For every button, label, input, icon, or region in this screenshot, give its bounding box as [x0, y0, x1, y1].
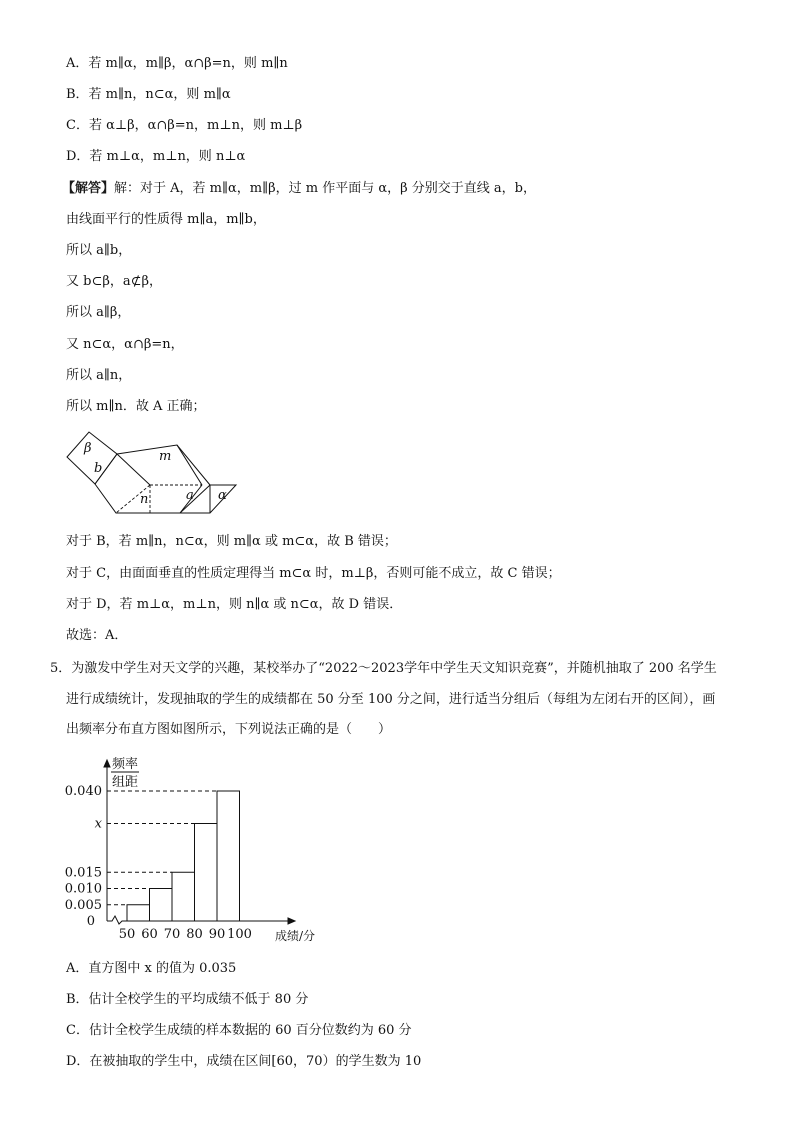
histogram-bar	[195, 824, 218, 922]
label-a: a	[186, 488, 194, 503]
q5-option-b: B．估计全校学生的平均成绩不低于 80 分	[66, 992, 309, 1007]
histogram-bar	[172, 872, 195, 921]
q4-option-b: B．若 m∥n，n⊂α，则 m∥α	[66, 87, 231, 102]
solution-after: 对于 B，若 m∥n，n⊂α，则 m∥α 或 m⊂α，故 B 错误；	[66, 534, 397, 549]
x-tick-label: 80	[186, 927, 203, 942]
x-tick-label: 50	[118, 927, 136, 942]
q4-option-a: A．若 m∥α，m∥β，α∩β=n，则 m∥n	[66, 56, 288, 71]
q5-option-d: D．在被抽取的学生中，成绩在区间[60，70）的学生数为 10	[66, 1054, 422, 1069]
histogram-bar	[127, 905, 150, 921]
y-tick-label: 0.040	[64, 784, 102, 799]
label-b: b	[94, 461, 103, 476]
x-tick-label: 70	[163, 927, 181, 942]
y-tick-label: 0.005	[64, 897, 102, 913]
frequency-histogram	[64, 752, 330, 948]
solution-first-line	[62, 180, 536, 198]
origin-label: 0	[86, 914, 95, 929]
y-tick-label: 0.010	[64, 881, 102, 897]
solution-step: 所以 a∥n，	[66, 368, 132, 383]
solution-step: 所以 a∥β，	[66, 305, 131, 320]
y-axis-arrow	[104, 760, 110, 767]
q5-stem-line: 进行成绩统计，发现抽取的学生的成绩都在 50 分至 100 分之间，进行适当分组后（每组为左闭右开的区间），画	[66, 692, 716, 707]
histogram-bar	[150, 889, 173, 922]
y-tick-label: x	[94, 816, 102, 832]
solution-after: 故选：A．	[66, 628, 128, 643]
label-beta: β	[84, 441, 92, 456]
solution-step: 由线面平行的性质得 m∥a，m∥b，	[66, 212, 266, 227]
q5-option-c: C．估计全校学生成绩的样本数据的 60 百分位数约为 60 分	[66, 1023, 412, 1038]
solution-after: 对于 C，由面面垂直的性质定理得当 m⊂α 时，m⊥β，否则可能不成立，故 C 错误；	[66, 566, 561, 581]
q4-option-d: D．若 m⊥α，m⊥n，则 n⊥α	[66, 149, 246, 164]
solution-step: 又 n⊂α，α∩β=n，	[66, 337, 184, 352]
label-alpha: α	[218, 488, 227, 503]
x-tick-label: 60	[141, 927, 158, 942]
solution-first-text: 解：对于 A，若 m∥α，m∥β，过 m 作平面与 α，β 分别交于直线 a，b，	[114, 181, 536, 196]
solution-step: 所以 m∥n．故 A 正确；	[66, 399, 206, 414]
x-tick-label: 100	[227, 927, 252, 942]
solution-after: 对于 D，若 m⊥α，m⊥n，则 n∥α 或 n⊂α，故 D 错误．	[66, 597, 403, 612]
q4-option-c: C．若 α⊥β，α∩β=n，m⊥n，则 m⊥β	[66, 118, 303, 133]
y-axis-label-top: 频率	[111, 757, 139, 772]
planes-figure	[62, 430, 252, 520]
solution-step: 所以 a∥b，	[66, 243, 132, 258]
y-axis-label-bottom: 组距	[111, 775, 139, 790]
x-axis-label: 成绩/分	[275, 929, 316, 943]
label-m: m	[159, 449, 172, 464]
q5-option-a: A．直方图中 x 的值为 0.035	[66, 961, 237, 976]
q5-stem-line: 5．为激发中学生对天文学的兴趣，某校举办了“2022～2023学年中学生天文知识竞赛”，并随机抽取了 200 名学生	[50, 661, 717, 676]
label-n: n	[140, 492, 149, 507]
x-axis-arrow	[288, 918, 295, 924]
q5-stem-line: 出频率分布直方图如图所示，下列说法正确的是（ ）	[66, 722, 392, 737]
solution-tag: 【解答】	[62, 181, 115, 196]
x-tick-label: 90	[208, 927, 226, 942]
y-tick-label: 0.015	[64, 865, 102, 881]
histogram-bar	[217, 791, 240, 921]
solution-step: 又 b⊂β，a⊄β，	[66, 274, 163, 289]
